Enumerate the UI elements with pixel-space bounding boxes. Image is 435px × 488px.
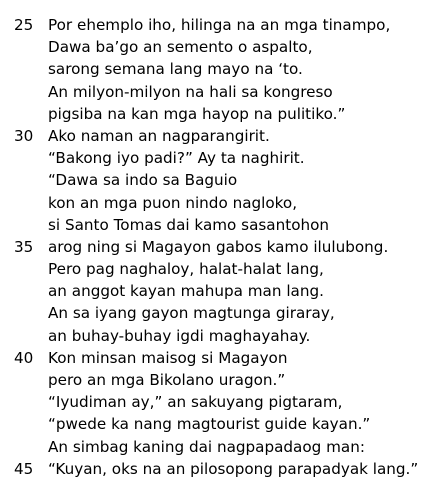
poem-line xyxy=(0,214,435,236)
line-text: An sa iyang gayon magtunga giraray, xyxy=(48,304,335,323)
poem-line xyxy=(0,169,435,191)
line-text: “Bakong iyo padi?” Ay ta naghirit. xyxy=(48,149,305,168)
line-text: Pero pag naghaloy, halat-halat lang, xyxy=(48,260,324,279)
line-number: 40 xyxy=(14,348,34,367)
line-text: pero an mga Bikolano uragon.” xyxy=(48,371,286,389)
line-text: An simbag kaning dai nagpapadaog man: xyxy=(48,437,365,456)
poem-line xyxy=(0,369,435,391)
poem-line xyxy=(0,192,435,214)
poem-line xyxy=(0,14,435,36)
line-text: Ako naman an nagparangirit. xyxy=(48,126,270,145)
poem-line xyxy=(0,347,435,369)
line-text: Kon minsan maisog si Magayon xyxy=(48,348,288,367)
line-text: An milyon-milyon na hali sa kongreso xyxy=(48,82,333,101)
poem-line xyxy=(0,436,435,458)
poem-stanza xyxy=(0,14,435,480)
poem-line xyxy=(0,413,435,435)
line-text: si Santo Tomas dai kamo sasantohon xyxy=(48,215,330,234)
poem-line xyxy=(0,391,435,413)
poem-line xyxy=(0,280,435,302)
poem-line xyxy=(0,81,435,103)
poem-line xyxy=(0,147,435,169)
poem-line xyxy=(0,258,435,280)
line-text: an anggot kayan mahupa man lang. xyxy=(48,282,324,301)
line-text: “Iyudiman ay,” an sakuyang pigtaram, xyxy=(48,393,343,412)
line-text: arog ning si Magayon gabos kamo ilulubong. xyxy=(48,237,389,256)
poem-line xyxy=(0,125,435,147)
line-text: pigsiba na kan mga hayop na pulitiko.” xyxy=(48,104,346,123)
line-number: 35 xyxy=(14,237,34,256)
poem-line xyxy=(0,325,435,347)
line-text: “Kuyan, oks na an pilosopong parapadyak lang.” xyxy=(48,459,419,478)
poem-line xyxy=(0,58,435,80)
line-number: 45 xyxy=(14,459,34,478)
line-text: Por ehemplo iho, hilinga na an mga tinampo, xyxy=(48,16,391,34)
line-number: 25 xyxy=(14,16,34,34)
line-text: “Dawa sa indo sa Baguio xyxy=(48,171,238,190)
poem-line xyxy=(0,302,435,324)
poem-line xyxy=(0,236,435,258)
line-text: sarong semana lang mayo na ‘to. xyxy=(48,60,303,79)
line-text: Dawa ba’go an semento o aspalto, xyxy=(48,38,313,57)
line-text: “pwede ka nang magtourist guide kayan.” xyxy=(48,415,371,434)
line-number: 30 xyxy=(14,126,34,145)
poem-line xyxy=(0,103,435,125)
line-text: kon an mga puon nindo nagloko, xyxy=(48,193,298,212)
line-text: an buhay-buhay igdi maghayahay. xyxy=(48,326,311,345)
poem-line xyxy=(0,458,435,480)
poem-line xyxy=(0,36,435,58)
